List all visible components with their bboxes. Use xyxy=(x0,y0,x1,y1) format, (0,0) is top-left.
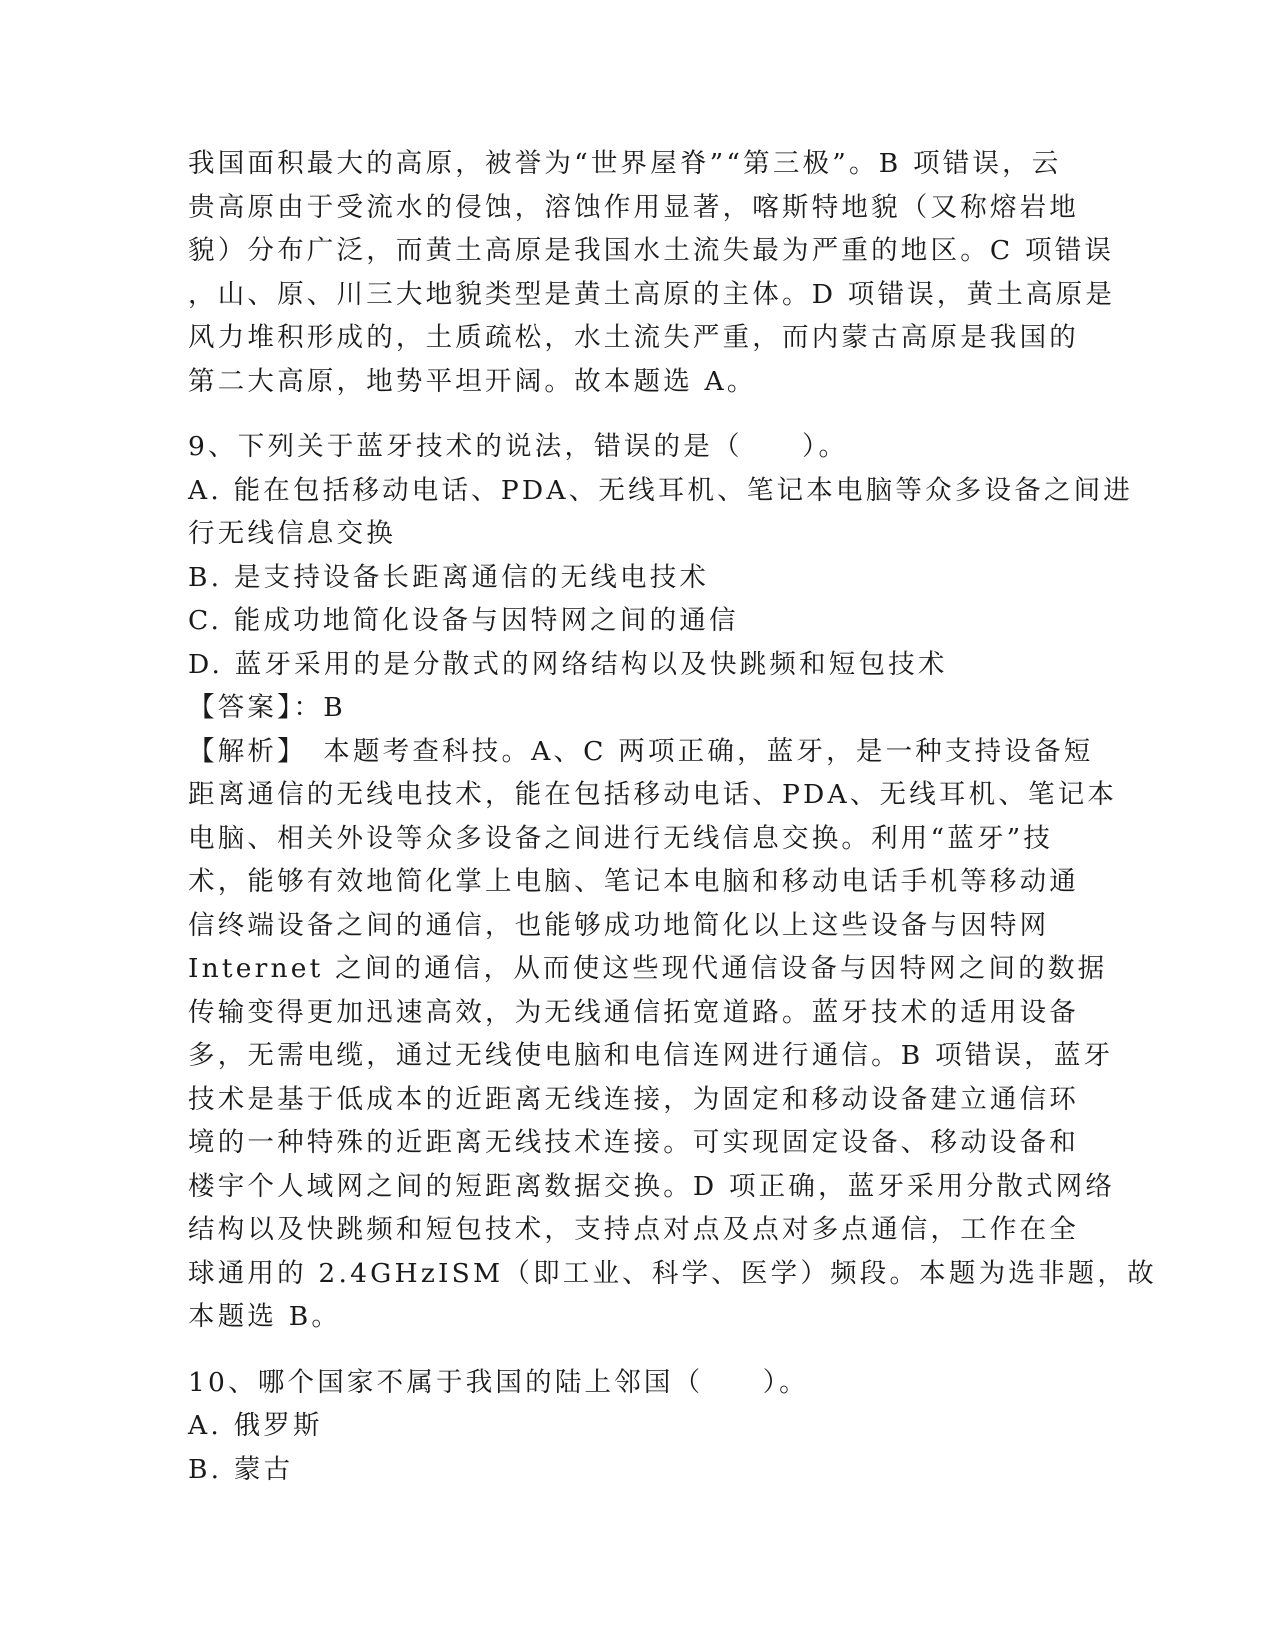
option-a: A. 俄罗斯 xyxy=(188,1410,323,1441)
explanation xyxy=(188,730,1157,1339)
option-a: A. 能在包括移动电话、PDA、无线耳机、笔记本电脑等众多设备之间进 xyxy=(188,474,1133,506)
question-stem: 10、哪个国家不属于我国的陆上邻国（ ）。 xyxy=(188,1366,809,1398)
text-line: 境的一种特殊的近距离无线技术连接。可实现固定设备、移动设备和 xyxy=(188,1127,1079,1158)
text-line: 信终端设备之间的通信，也能够成功地简化以上这些设备与因特网 xyxy=(188,909,1050,941)
option-a-continued: 行无线信息交换 xyxy=(188,518,396,549)
text-line: 貌）分布广泛，而黄土高原是我国水土流失最为严重的地区。C 项错误 xyxy=(188,235,1115,266)
previous-question-explanation xyxy=(188,142,1116,403)
question-10 xyxy=(188,1361,1088,1492)
answer: 【答案】：B xyxy=(188,692,346,723)
text-line: 本题选 B。 xyxy=(188,1301,342,1332)
question-stem: 9、下列关于蓝牙技术的说法，错误的是（ ）。 xyxy=(188,431,849,462)
text-line: 电脑、相关外设等众多设备之间进行无线信息交换。利用“蓝牙”技 xyxy=(188,822,1054,854)
text-line: ，山、原、川三大地貌类型是黄土高原的主体。D 项错误，黄土高原是 xyxy=(188,278,1116,310)
text-line: 多，无需电缆，通过无线使电脑和电信连网进行通信。B 项错误，蓝牙 xyxy=(188,1040,1114,1071)
text-line: 贵高原由于受流水的侵蚀，溶蚀作用显著，喀斯特地貌（又称熔岩地 xyxy=(188,191,1079,223)
text-line: 结构以及快跳频和短包技术，支持点对点及点对多点通信，工作在全 xyxy=(188,1214,1079,1245)
text-line: 【解析】 本题考查科技。A、C 两项正确，蓝牙，是一种支持设备短 xyxy=(188,735,1094,767)
option-c: C. 能成功地简化设备与因特网之间的通信 xyxy=(188,605,739,636)
text-line: 第二大高原，地势平坦开阔。故本题选 A。 xyxy=(188,365,757,397)
text-line: 风力堆积形成的，土质疏松，水土流失严重，而内蒙古高原是我国的 xyxy=(188,322,1079,353)
text-line: 技术是基于低成本的近距离无线连接，为固定和移动设备建立通信环 xyxy=(188,1083,1079,1115)
text-line: Internet 之间的通信，从而使这些现代通信设备与因特网之间的数据 xyxy=(188,953,1108,984)
option-b: B. 是支持设备长距离通信的无线电技术 xyxy=(188,561,710,593)
document-page xyxy=(188,142,1157,1491)
text-line: 我国面积最大的高原，被誉为“世界屋脊”“第三极”。B 项错误，云 xyxy=(188,148,1062,179)
text-line: 距离通信的无线电技术，能在包括移动电话、PDA、无线耳机、笔记本 xyxy=(188,779,1118,810)
option-b: B. 蒙古 xyxy=(188,1453,294,1485)
text-line: 楼宇个人域网之间的短距离数据交换。D 项正确，蓝牙采用分散式网络 xyxy=(188,1170,1116,1202)
text-line: 术，能够有效地简化掌上电脑、笔记本电脑和移动电话手机等移动通 xyxy=(188,866,1079,897)
question-9 xyxy=(188,425,1157,1339)
text-line: 球通用的 2.4GHzISM（即工业、科学、医学）频段。本题为选非题，故 xyxy=(188,1257,1157,1289)
text-line: 传输变得更加迅速高效，为无线通信拓宽道路。蓝牙技术的适用设备 xyxy=(188,996,1079,1028)
option-d: D. 蓝牙采用的是分散式的网络结构以及快跳频和短包技术 xyxy=(188,648,948,680)
